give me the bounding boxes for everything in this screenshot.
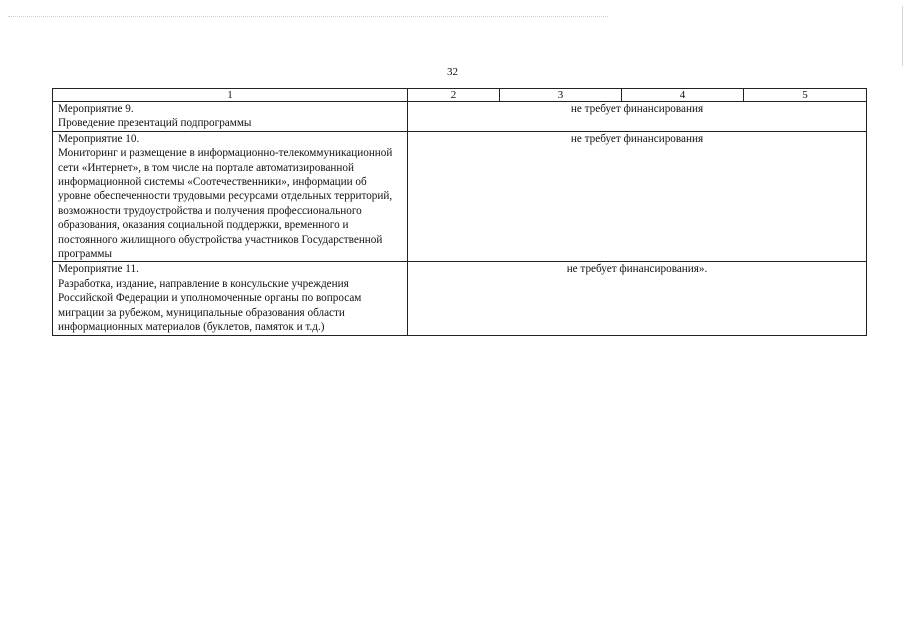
- column-header: 4: [622, 89, 744, 102]
- measures-table: [52, 88, 867, 336]
- table-row: [53, 102, 867, 132]
- column-header: 5: [744, 89, 867, 102]
- column-header: 2: [408, 89, 500, 102]
- column-header: 1: [53, 89, 408, 102]
- column-header: 3: [500, 89, 622, 102]
- funding-cell: не требует финансирования: [408, 102, 867, 132]
- table-row: [53, 262, 867, 335]
- measure-title: Мероприятие 10.: [58, 132, 140, 145]
- measure-description: Разработка, издание, направление в консульские учреждения Российской Федерации и уполномоченные органы по вопросам миграции за рубежом, муниципальные образования области информационных материалов (буклетов, памяток и т.д.): [58, 277, 362, 334]
- measure-cell: [53, 102, 408, 132]
- funding-cell: не требует финансирования».: [408, 262, 867, 335]
- table-header-row: [53, 89, 867, 102]
- measure-description: Проведение презентаций подпрограммы: [58, 117, 252, 130]
- measure-cell: [53, 131, 408, 262]
- measure-title: Мероприятие 11.: [58, 263, 139, 276]
- measure-cell: [53, 262, 408, 335]
- table-row: [53, 131, 867, 262]
- scan-artifact-edge: [902, 6, 903, 66]
- measure-title: Мероприятие 9.: [58, 103, 134, 115]
- page-number: 32: [447, 66, 458, 78]
- funding-cell: не требует финансирования: [408, 131, 867, 262]
- scan-artifact-line: [8, 16, 608, 17]
- measure-description: Мониторинг и размещение в информационно-телекоммуникационной сети «Интернет», в том числе на портале автоматизированной информационной системы «Соотечественники», информации об уровне обеспеченности трудовыми ресурсами отдельных территорий, возможности трудоустройства и получения профессионального образования, оказания социальной поддержки, временного и постоянного жилищного обустройства участников Государственной программы: [58, 147, 393, 261]
